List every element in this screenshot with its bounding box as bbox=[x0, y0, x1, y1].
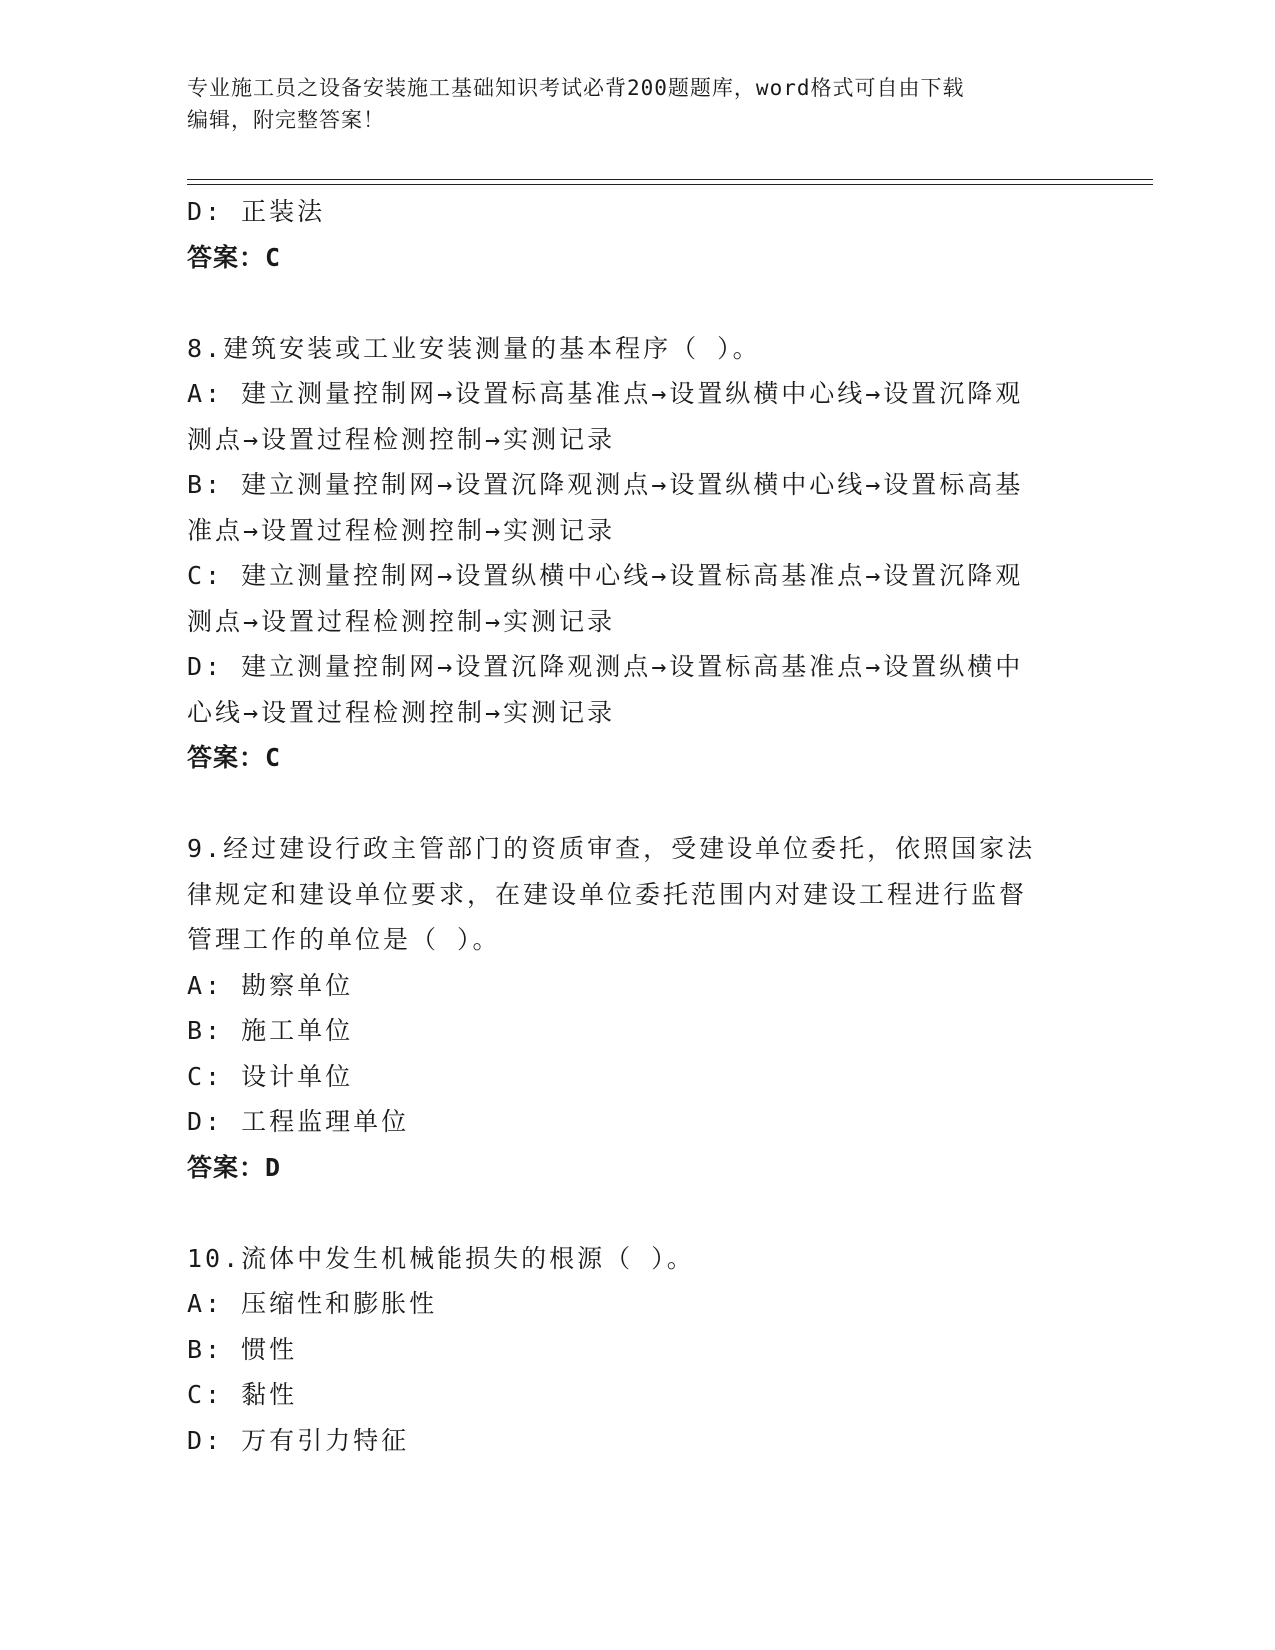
header-line-2: 编辑，附完整答案！ bbox=[187, 108, 385, 132]
spacer bbox=[187, 280, 1087, 326]
q8-option-d-cont: 心线→设置过程检测控制→实测记录 bbox=[187, 697, 616, 727]
q9-option-c: C: 设计单位 bbox=[187, 1061, 354, 1091]
q9-option-b: B: 施工单位 bbox=[187, 1016, 354, 1045]
q9-answer: 答案：D bbox=[187, 1152, 282, 1182]
q9-stem-2: 律规定和建设单位要求，在建设单位委托范围内对建设工程进行监督 bbox=[187, 879, 1028, 909]
q8-option-c: C: 建立测量控制网→设置纵横中心线→设置标高基准点→设置沉降观 bbox=[187, 561, 1024, 590]
q8-answer: 答案：C bbox=[187, 743, 282, 772]
q10-option-c: C: 黏性 bbox=[187, 1380, 298, 1409]
q10-option-a: A: 压缩性和膨胀性 bbox=[187, 1289, 438, 1318]
q10-option-b: B: 惯性 bbox=[187, 1334, 298, 1364]
q9-stem-1: 9.经过建设行政主管部门的资质审查，受建设单位委托，依照国家法 bbox=[187, 834, 1036, 863]
q8-option-a: A: 建立测量控制网→设置标高基准点→设置纵横中心线→设置沉降观 bbox=[187, 379, 1024, 408]
q8-option-b: B: 建立测量控制网→设置沉降观测点→设置纵横中心线→设置标高基 bbox=[187, 470, 1024, 499]
header-divider-top bbox=[187, 179, 1153, 180]
spacer bbox=[187, 1190, 1087, 1236]
q8-option-b-cont: 准点→设置过程检测控制→实测记录 bbox=[187, 515, 616, 545]
q8-option-a-cont: 测点→设置过程检测控制→实测记录 bbox=[187, 424, 616, 454]
q10-stem: 10.流体中发生机械能损失的根源（ ）。 bbox=[187, 1243, 695, 1273]
prev-option-d: D: 正装法 bbox=[187, 197, 326, 226]
prev-answer: 答案：C bbox=[187, 242, 282, 272]
q9-option-d: D: 工程监理单位 bbox=[187, 1107, 410, 1136]
q9-option-a: A: 勘察单位 bbox=[187, 970, 354, 1000]
document-header bbox=[187, 72, 1067, 136]
q8-option-c-cont: 测点→设置过程检测控制→实测记录 bbox=[187, 606, 616, 636]
question-list bbox=[187, 189, 1087, 1463]
q8-option-d: D: 建立测量控制网→设置沉降观测点→设置标高基准点→设置纵横中 bbox=[187, 652, 1024, 681]
header-divider-bottom bbox=[187, 184, 1153, 185]
q8-stem: 8.建筑安装或工业安装测量的基本程序（ ）。 bbox=[187, 333, 761, 363]
spacer bbox=[187, 781, 1087, 827]
header-line-1: 专业施工员之设备安装施工基础知识考试必背200题题库，word格式可自由下载 bbox=[187, 76, 965, 100]
q10-option-d: D: 万有引力特征 bbox=[187, 1425, 410, 1455]
q9-stem-3: 管理工作的单位是（ ）。 bbox=[187, 925, 501, 954]
